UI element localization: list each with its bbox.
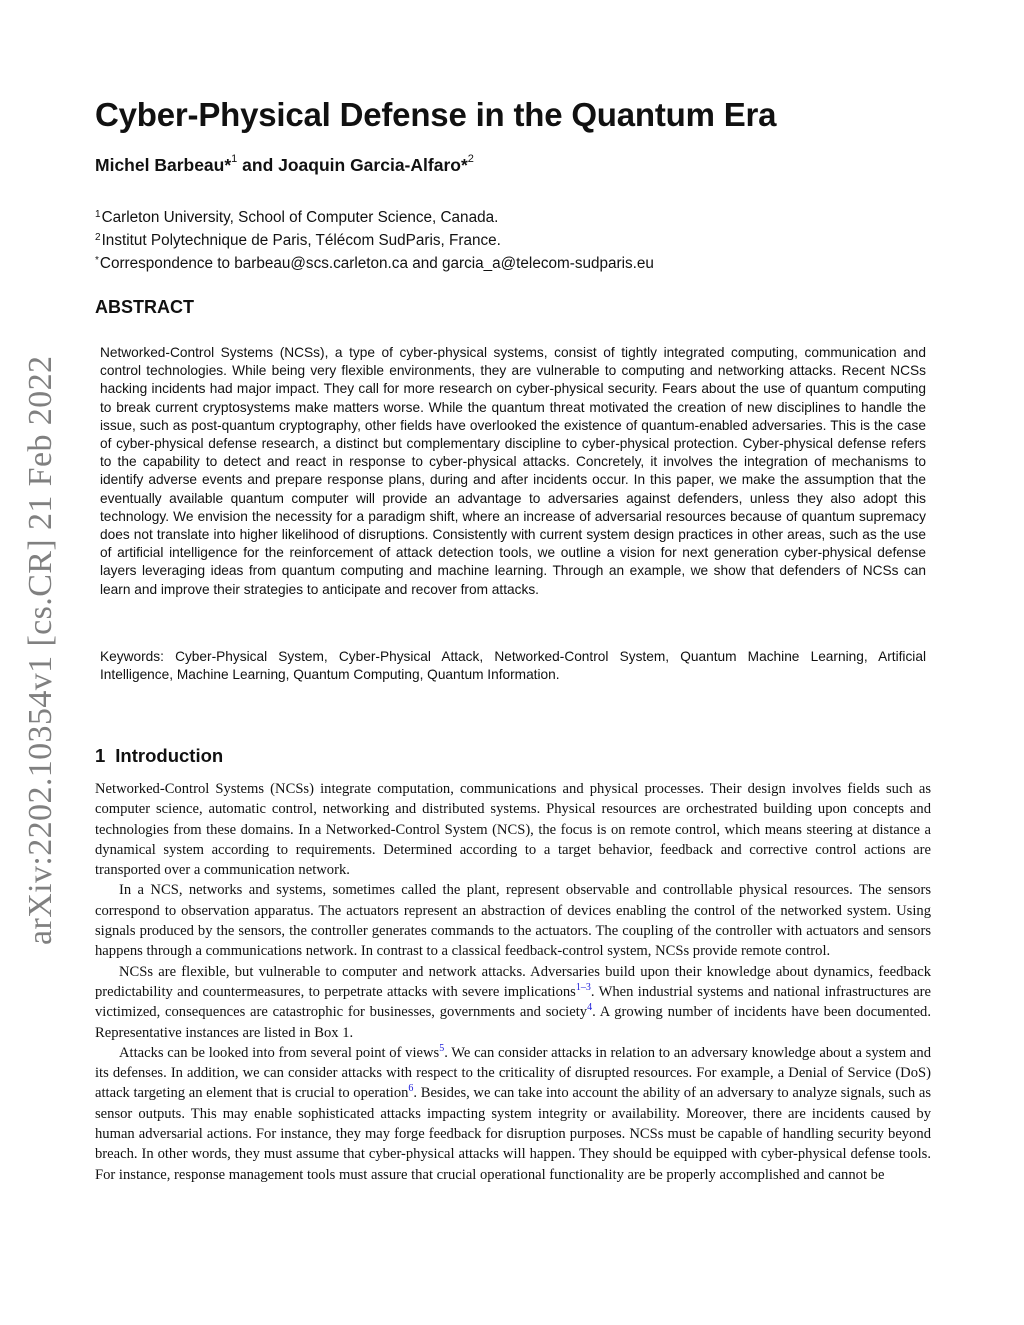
- affiliation-1-mark: 1: [95, 209, 101, 220]
- affiliation-1-text: Carleton University, School of Computer Science, Canada.: [101, 209, 499, 226]
- keywords: Keywords: Cyber-Physical System, Cyber-Physical Attack, Networked-Control System, Quantum Machine Learning, Artificial Intelligence, Machine Learning, Quantum Computing, Quantum Information.: [100, 649, 926, 683]
- intro-paragraph-4: [95, 1043, 931, 1185]
- author-conjunction: and: [237, 155, 279, 175]
- affiliation-1: [95, 205, 654, 228]
- author-2-affiliation-mark: 2: [467, 153, 474, 166]
- author-line: [95, 155, 474, 176]
- abstract-heading: ABSTRACT: [95, 297, 194, 317]
- correspondence-text: Correspondence to barbeau@scs.carleton.ca and garcia_a@telecom-sudparis.eu: [99, 255, 654, 272]
- intro-paragraph-3-part-1: NCSs are flexible, but vulnerable to computer and network attacks. Adversaries build upon their knowledge about dynamics, feedback predictability and countermeasures, to perpetrate attacks with severe implications: [95, 963, 931, 1000]
- affiliation-2-mark: 2: [95, 232, 101, 243]
- intro-paragraph-4-part-3: . Besides, we can take into account the ability of an adversary to analyze signals, such as sensor outputs. This may enable sophisticated attacks impacting system integrity or availability. Moreover, there are incidents caused by human adversarial actions. For instance, they may forge feedback for disruption purposes. NCSs must be capable of handling security beyond breach. In other words, they must assume that cyber-physical attacks will happen. They should be equipped with cyber-physical defense tools. For instance, response management tools must assure that crucial operational functionality are be properly accomplished and cannot be: [95, 1085, 931, 1183]
- arxiv-identifier-stamp: arXiv:2202.10354v1 [cs.CR] 21 Feb 2022: [22, 355, 59, 945]
- citation-link[interactable]: 6: [408, 1083, 414, 1095]
- affiliation-2: [95, 228, 654, 251]
- intro-paragraph-3: [95, 962, 931, 1043]
- section-title: Introduction: [115, 745, 224, 766]
- intro-paragraph-3-part-3: . A growing number of incidents have been documented. Representative instances are listed in Box 1.: [95, 1004, 931, 1041]
- author-1-affiliation-mark: 1: [231, 153, 238, 166]
- intro-paragraph-4-part-1: Attacks can be looked into from several point of views: [119, 1044, 440, 1061]
- intro-paragraph-2: In a NCS, networks and systems, sometimes called the plant, represent observable and controllable physical resources. The sensors correspond to observation apparatus. The actuators represent an abstraction of devices enabling the control of the networked system. Using signals produced by the sensors, the controller generates commands to the actuators. The coupling of the controller with actuators and sensors happens through a communications network. In contrast to a classical feedback-control system, NCSs provide remote control.: [95, 882, 931, 960]
- affiliation-2-text: Institut Polytechnique de Paris, Télécom SudParis, France.: [101, 232, 501, 249]
- section-heading-introduction: [95, 745, 223, 767]
- section-number: 1: [95, 745, 106, 766]
- intro-paragraph-1: Networked-Control Systems (NCSs) integrate computation, communications and physical processes. Their design involves fields such as computer science, automatic control, networking and distributed systems. Physical resources are orchestrated building upon concepts and technologies from these domains. In a Networked-Control System (NCS), the focus is on remote control, which means steering at distance a dynamical system according to requirements. Determined according to a target behavior, feedback and corrective control actions are transported over a communication network.: [95, 781, 931, 879]
- citation-link[interactable]: 5: [439, 1042, 445, 1054]
- introduction-body: [95, 779, 931, 1185]
- intro-paragraph-4-part-2: . We can consider attacks in relation to an adversary knowledge about a system and its defenses. In addition, we can consider attacks with respect to the criticality of disrupted resources. For example, a Denial of Service (DoS) attack targeting an element that is crucial to operation: [95, 1044, 931, 1102]
- paper-title: Cyber-Physical Defense in the Quantum Era: [95, 96, 777, 133]
- affiliations: [95, 205, 654, 274]
- correspondence: [95, 251, 654, 274]
- intro-paragraph-3-part-2: . When industrial systems and national infrastructures are victimized, consequences are catastrophic for businesses, governments and society: [95, 983, 932, 1021]
- citation-link[interactable]: 4: [587, 1002, 593, 1014]
- correspondence-mark: *: [95, 255, 99, 266]
- abstract-body: Networked-Control Systems (NCSs), a type of cyber-physical systems, consist of tightly integrated computing, communication and control technologies. While being very flexible environments, they are vulnerable to computing and networking attacks. Recent NCSs hacking incidents had major impact. They call for more research on cyber-physical security. Fears about the use of quantum computing to break current cryptosystems make matters worse. While the quantum threat motivated the creation of new disciplines to handle the issue, such as post-quantum cryptography, other fields have overlooked the existence of quantum-enabled adversaries. This is the case of cyber-physical defense research, a distinct but complementary discipline to cyber-physical protection. Cyber-physical defense refers to the capability to detect and react in response to cyber-physical attacks. Concretely, it involves the integration of mechanisms to identify adverse events and prepare response plans, during and after incidents occur. In this paper, we make the assumption that the eventually available quantum computer will provide an advantage to adversaries against defenders, unless they also adopt this technology. We envision the necessity for a paradigm shift, where an increase of adversarial resources because of quantum supremacy does not translate into higher likelihood of disruptions. Consistently with current system design practices in other areas, such as the use of artificial intelligence for the reinforcement of attack detection tools, we outline a vision for next generation cyber-physical defense layers leveraging ideas from quantum computing and machine learning. Through an example, we show that defenders of NCSs can learn and improve their strategies to anticipate and recover from attacks.: [100, 345, 926, 597]
- author-2-name: Joaquin Garcia-Alfaro*: [278, 155, 468, 175]
- author-1-name: Michel Barbeau*: [95, 155, 232, 175]
- citation-link[interactable]: 1–3: [575, 981, 591, 993]
